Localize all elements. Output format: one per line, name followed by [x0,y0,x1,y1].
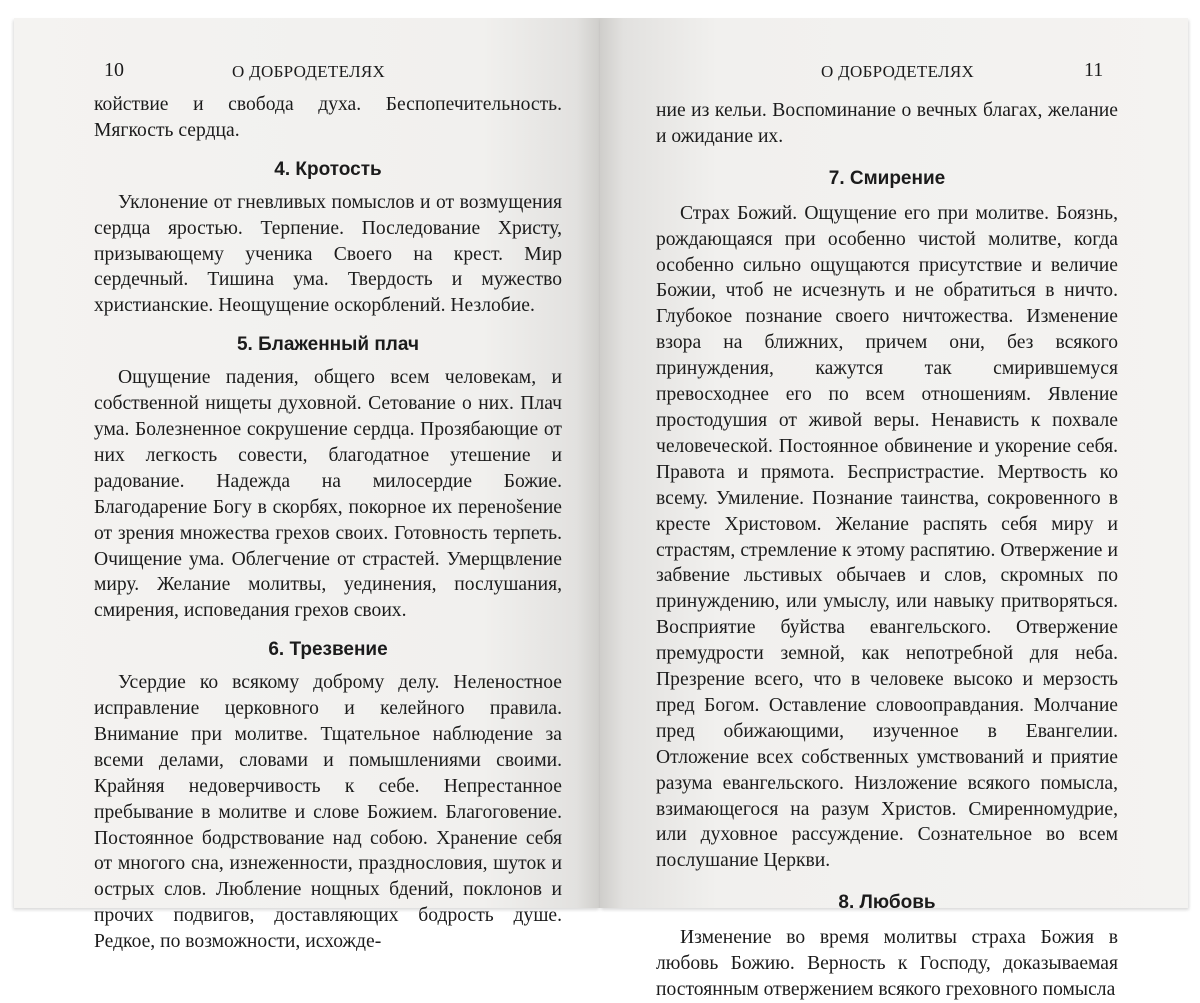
running-header: О ДОБРОДЕТЕЛЯХ [821,62,975,81]
right-page [600,18,1188,1000]
left-page [14,18,600,953]
section-heading: 4. Кротость [274,158,382,180]
paragraph: Уклонение от гневливых помыслов и от возмущения сердца яростью. Терпение. Последование Христу, призывающему ученика Своего на крест. Мир сердечный. Тишина ума. Твердость и мужество христианские. Неощущение оскорблений. Незлобие. [94,191,562,317]
paragraph: Изменение во время молитвы страха Божия в любовь Божию. Верность к Господу, доказываемая постоянным отвержением всякого греховного помысла [656,927,1118,1000]
section-heading: 8. Любовь [838,892,936,914]
page-text [94,92,562,955]
continued-paragraph: койствие и свобода духа. Беспопечительность. Мягкость сердца. [94,94,562,141]
page-number: 11 [1084,59,1104,81]
paragraph: Ощущение падения, общего всем человекам, и собственной нищеты духовной. Сетование о них. Плач ума. Болезненное сокрушение сердца. Прозябающие от них легкость совести, благодатное утешение и радование. Надежда на милосердие Божие. Благодарение Богу в скорбях, покорное их перенošение от зрения множества грехов своих. Готовность терпеть. Очищение ума. Облегчение от страстей. Умерщвление миру. Желание молитвы, уединения, послушания, смирения, исповедания грехов своих. [94,367,562,622]
section-heading: 5. Блаженный плач [236,334,419,356]
section-heading: 6. Трезвение [268,639,388,661]
continued-paragraph: ние из кельи. Воспоминание о вечных благах, желание и ожидание их. [656,100,1118,147]
paragraph: Страх Божий. Ощущение его при молитве. Боязнь, рождающаяся при особенно чистой молитве, когда особенно сильно ощущаются присутствие и величие Божии, чтоб не исчезнуть и не обратиться в ничто. Глубокое познание своего ничтожества. Изменение взора на ближних, причем они, без всякого принуждения, кажутся так смирившемуся превосходнее его по всем отношениям. Явление простодушия от живой веры. Ненависть к похвале человеческой. Постоянное обвинение и укорение себя. Правота и прямота. Беспристрастие. Мертвость ко всему. Умиление. Познание таинства, сокровенного в кресте Христовом. Желание распять себя миру и страстям, стремление к этому распятию. Отвержение и забвение льстивых обычаев и слов, скромных по принуждению, или умыслу, или навыку притворяться. Восприятие буйства евангельского. Отвержение премудрости земной, как непотребной для неба. Презрение всего, что в человеке высоко и мерзость пред Богом. Оставление словооправдания. Молчание пред обижающими, изученное в Евангелии. Отложение всех собственных умствований и приятие разума евангельского. Низложение всякого помысла, взимающегося на разум Христов. Смиренномудрие, или духовное рассуждение. Сознательное во всем послушание Церкви. [656,202,1118,872]
page-text [656,98,1118,1003]
section-heading: 7. Смирение [828,167,946,189]
page-number: 10 [104,59,124,81]
paragraph: Усердие ко всякому доброму делу. Неленостное исправление церковного и келейного правила. Внимание при молитве. Тщательное наблюдение за всеми делами, словами и помышлениями своими. Крайняя недоверчивость к себе. Непрестанное пребывание в молитве и слове Божием. Благоговение. Постоянное бодрствование над собою. Хранение себя от многого сна, изнеженности, празднословия, шуток и острых слов. Любление нощных бдений, поклонов и прочих подвигов, доставляющих бодрость душе. Редкое, по возможности, исхожде- [94,672,562,953]
running-header: О ДОБРОДЕТЕЛЯХ [232,62,386,81]
